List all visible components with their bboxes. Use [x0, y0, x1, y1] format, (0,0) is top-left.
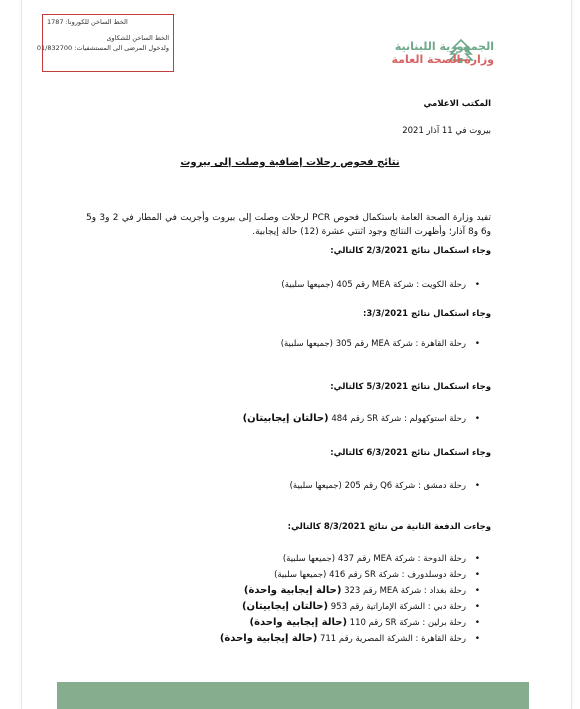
hotline-complaints: الخط الساخن للشكاوى: [106, 34, 169, 42]
page-title: نتائج فحوص رحلات إضافية وصلت إلى بيروت: [180, 157, 400, 168]
section-list: [281, 336, 480, 352]
section-heading: وجاء استكمال نتائج 3/3/2021:: [362, 309, 491, 319]
bullet-icon: •: [474, 602, 480, 612]
logo-ministry: وزارة الصحة العامة: [391, 53, 494, 66]
bullet-icon: •: [474, 634, 480, 644]
list-item: • رحلة الكويت : شركة MEA رقم 405 (جميعها سلبية): [281, 277, 480, 293]
bullet-icon: •: [474, 414, 480, 424]
bullet-icon: •: [474, 339, 480, 349]
bullet-icon: •: [474, 481, 480, 491]
list-item: • رحلة الدوحة : شركة MEA رقم 437 (جميعها سلبية): [220, 551, 480, 567]
hotline-hospitals: ولدخول المرضى الى المستشفيات: 01/832700: [36, 44, 169, 52]
list-item: • رحلة برلين : شركة SR رقم 110 (حالة إيجابية واحدة): [220, 615, 480, 631]
bullet-icon: •: [474, 618, 480, 628]
intro-paragraph: تفيد وزارة الصحة العامة باستكمال فحوص PCR لرحلات وصلت إلى بيروت وأجريت في المطار في 2 و3 و5 و6 و8 آذار؛ وأظهرت النتائج وجود اثنتي عشرة (12) حالة إيجابية.: [86, 213, 491, 237]
ministry-logo: [392, 40, 495, 66]
section-list: [220, 551, 480, 647]
hotline-box: [36, 14, 174, 72]
list-item: • رحلة دوسلدورف : شركة SR رقم 416 (جميعها سلبية): [220, 567, 480, 583]
bullet-icon: •: [474, 280, 480, 290]
list-item: • رحلة بغداد : شركة MEA رقم 323 (حالة إيجابية واحدة): [220, 583, 480, 599]
section-heading: وجاء استكمال نتائج 2/3/2021 كالتالي:: [330, 246, 491, 256]
list-item: • رحلة استوكهولم : شركة SR رقم 484 (حالتان إيجابيتان): [243, 411, 480, 427]
logo-republic: الجمهورية اللبنانية: [394, 40, 494, 53]
list-item: • رحلة دمشق : شركة Q6 رقم 205 (جميعها سلبية): [290, 478, 480, 494]
section-heading: وجاء استكمال نتائج 6/3/2021 كالتالي:: [330, 448, 491, 458]
list-item: • رحلة دبي : الشركة الإماراتية رقم 953 (حالتان إيجابيتان): [220, 599, 480, 615]
section-list: [281, 277, 480, 293]
bullet-icon: •: [474, 586, 480, 596]
footer-bar: [57, 682, 529, 709]
office-label: المكتب الاعلامي: [423, 99, 491, 109]
section-list: [243, 411, 480, 427]
date-line: بيروت في 11 آذار 2021: [402, 126, 491, 136]
list-item: • رحلة القاهرة : الشركة المصرية رقم 711 (حالة إيجابية واحدة): [220, 631, 480, 647]
section-heading: وجاءت الدفعة الثانية من نتائج 8/3/2021 كالتالي:: [287, 522, 491, 532]
hotline-corona: الخط الساخن للكورونا: 1787: [47, 18, 128, 26]
section-list: [290, 478, 480, 494]
bullet-icon: •: [474, 570, 480, 580]
list-item: • رحلة القاهرة : شركة MEA رقم 305 (جميعها سلبية): [281, 336, 480, 352]
bullet-icon: •: [474, 554, 480, 564]
section-heading: وجاء استكمال نتائج 5/3/2021 كالتالي:: [330, 382, 491, 392]
